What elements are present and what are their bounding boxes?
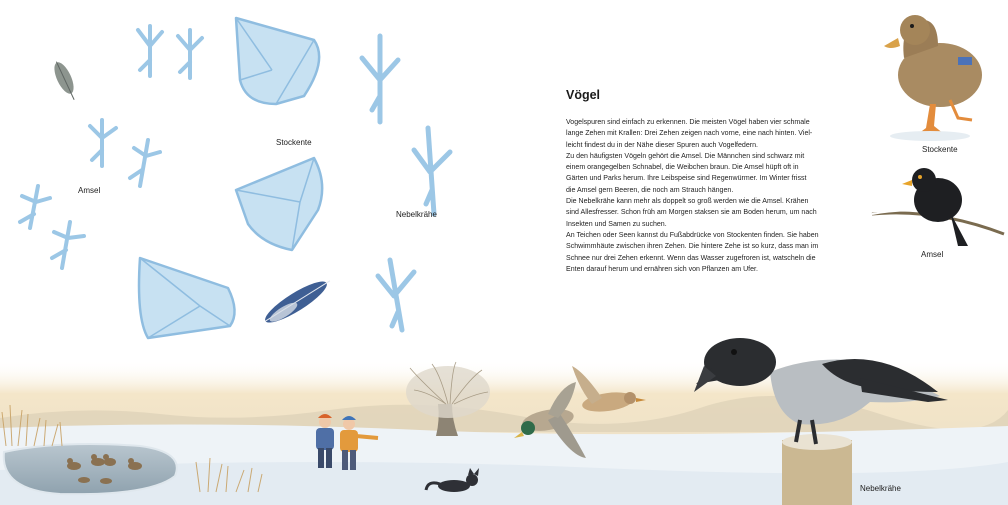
mallard-duck — [884, 15, 982, 141]
body-line: Insekten und Samen zu suchen. — [566, 220, 667, 228]
body-line: Schwimmhäute zwischen ihren Zehen. Die hintere Zehe ist so kurz, dass man im — [566, 243, 819, 251]
body-line: sind Allesfresser. Schon früh am Morgen staksen sie am Boden herum, um nach — [566, 209, 817, 217]
section-heading: Vögel — [566, 88, 601, 102]
body-line: leicht findest du in der Nähe dieser Spuren auch Vogelfedern. — [566, 141, 758, 149]
blackbird — [872, 168, 1004, 246]
body-line: lange Zehen mit Krallen: Drei Zehen zeigen nach vorne, eine nach hinten. Viel- — [566, 130, 813, 138]
body-line: Vogelspuren sind einfach zu erkennen. Die meisten Vögel haben vier schmale — [566, 119, 810, 126]
track-label-stockente: Stockente — [276, 138, 312, 147]
bird-label-amsel: Amsel — [921, 250, 944, 259]
amsel-footprints — [20, 26, 202, 268]
blue-feather — [261, 273, 335, 329]
body-line: einem orangegelben Schnabel, die Weibchen braun. Die Amsel hüpft oft in — [566, 164, 799, 172]
body-line: Zu den häufigsten Vögeln gehört die Amsel. Die Männchen sind schwarz mit — [566, 152, 805, 160]
body-line: die Amsel gern Beeren, die noch am Strauch hängen. — [566, 186, 734, 194]
body-line: Gärten und Parks herum. Ihre Leibspeise sind Regenwürmer. Im Winter frisst — [566, 175, 807, 183]
body-text — [566, 117, 864, 275]
small-feather — [50, 59, 80, 103]
nebelkraehe-footprints — [362, 36, 450, 330]
frozen-pond — [4, 444, 177, 494]
track-label-amsel: Amsel — [78, 186, 101, 195]
body-line: Enten darauf herum und ernähren sich von Pflanzen am Ufer. — [566, 265, 758, 273]
track-label-nebelkraehe: Nebelkrähe — [396, 210, 437, 219]
body-line: An Teichen oder Seen kannst du Fußabdrücke von Stockenten finden. Sie haben — [566, 231, 819, 239]
body-line: Schnee nur drei Zehen erkennt. Wenn das Wasser zugefroren ist, watscheln die — [566, 254, 816, 262]
body-line: Die Nebelkrähe kann mehr als doppelt so groß werden wie die Amsel. Krähen — [566, 198, 809, 206]
bird-label-stockente: Stockente — [922, 145, 958, 154]
duck-footprints — [139, 18, 322, 338]
bird-label-nebelkraehe: Nebelkrähe — [860, 484, 901, 493]
